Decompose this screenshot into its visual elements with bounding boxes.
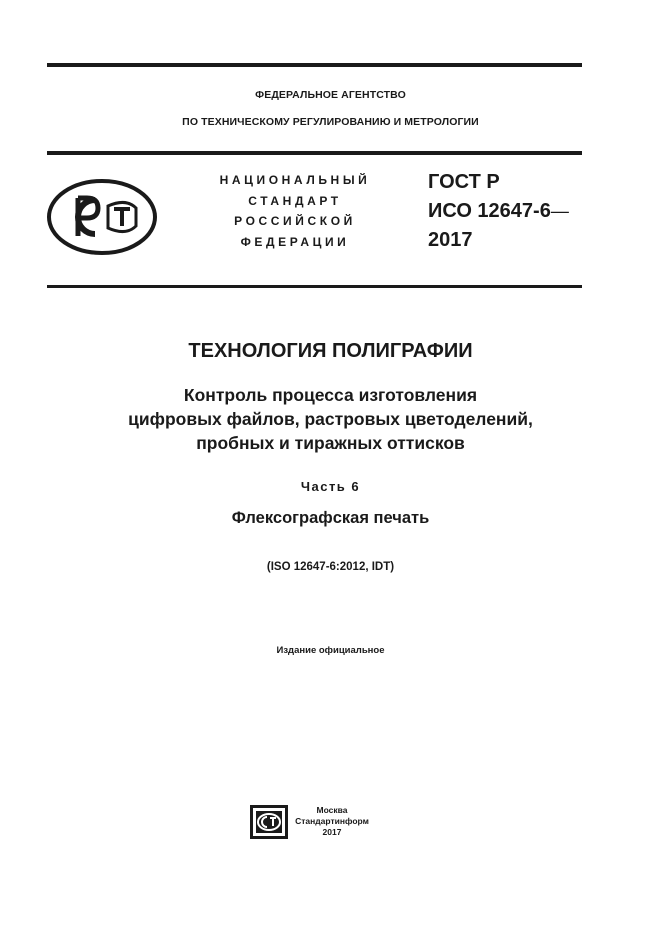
publisher-year: 2017: [322, 827, 342, 837]
standartinform-logo-icon: [250, 805, 288, 839]
publisher-name: Стандартинформ: [295, 816, 369, 826]
publisher-imprint: [292, 805, 372, 838]
national-line: НАЦИОНАЛЬНЫЙ: [219, 173, 371, 187]
subtitle-line: Контроль процесса изготовления: [183, 385, 478, 405]
iso-reference: (ISO 12647-6:2012, IDT): [266, 561, 395, 573]
part-name: Флексографская печать: [231, 509, 430, 527]
lower-rule: [47, 285, 582, 288]
gost-number: ИСО 12647-6: [428, 200, 551, 222]
gost-line-1: ГОСТ Р: [428, 171, 500, 193]
gost-line-2: [428, 197, 569, 226]
agency-line-1: ФЕДЕРАЛЬНОЕ АГЕНТСТВО: [255, 89, 406, 101]
middle-rule: [47, 151, 582, 155]
agency-line-2: ПО ТЕХНИЧЕСКОМУ РЕГУЛИРОВАНИЮ И МЕТРОЛОГИИ: [182, 116, 479, 128]
subtitle-line: цифровых файлов, растровых цветоделений,: [128, 409, 533, 429]
national-standard-label: [205, 170, 385, 252]
publisher-city: Москва: [316, 805, 348, 815]
national-line: РОССИЙСКОЙ: [234, 214, 356, 228]
subtitle-line: пробных и тиражных оттисков: [196, 433, 465, 453]
document-subtitle: [0, 383, 661, 455]
national-line: СТАНДАРТ: [248, 193, 342, 208]
gost-designation: [428, 168, 569, 255]
part-number: Часть 6: [300, 479, 361, 494]
gost-year: 2017: [428, 229, 473, 251]
gost-dash: —: [550, 201, 569, 221]
document-title: ТЕХНОЛОГИЯ ПОЛИГРАФИИ: [188, 340, 473, 362]
edition-note: Издание официальное: [276, 645, 385, 656]
rst-emblem-icon: [46, 178, 158, 256]
national-line: ФЕДЕРАЦИИ: [240, 234, 350, 249]
top-rule: [47, 63, 582, 67]
